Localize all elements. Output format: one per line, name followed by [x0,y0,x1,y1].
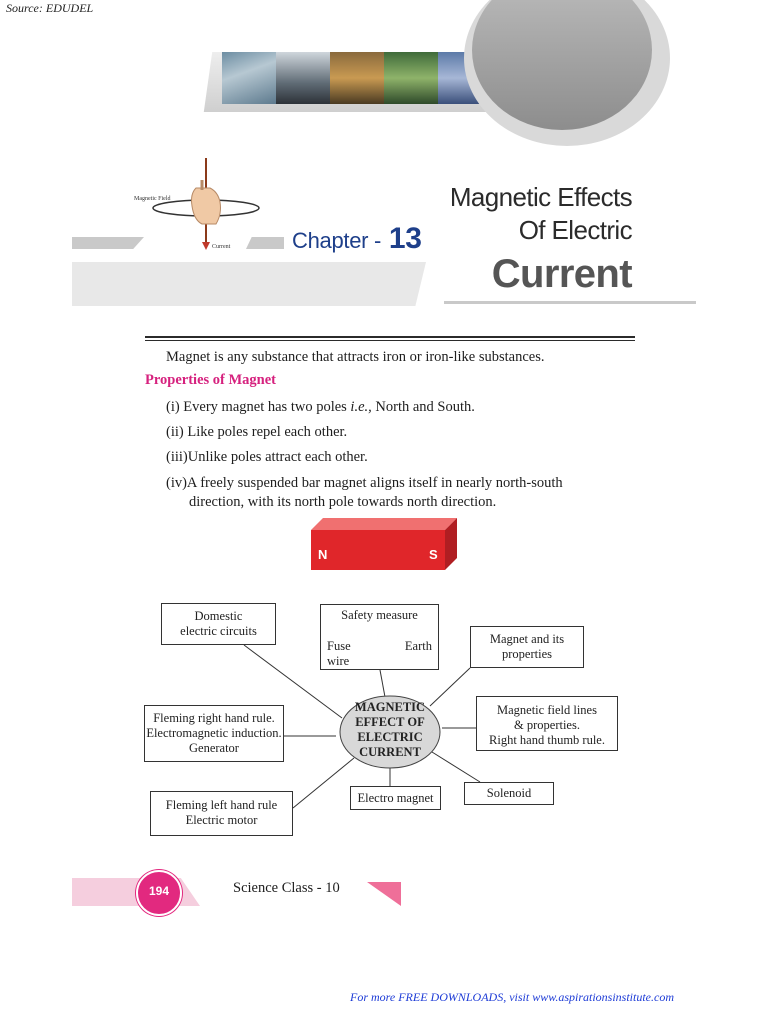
intro-paragraph: Magnet is any substance that attracts iron or iron-like substances. [166,349,545,365]
node-safety-measure [320,604,439,670]
property-4: (iv)A freely suspended bar magnet aligns itself in nearly north-south [166,475,563,491]
field-line-2: & properties. [514,718,580,732]
fleming-right-line-2: Electromagnetic induction. [146,726,282,740]
safety-fuse-line-2: wire [327,654,350,668]
chapter-prefix: Chapter - [292,228,382,253]
center-line-2: EFFECT OF [355,715,425,729]
property-1-end: North and South. [371,399,475,415]
chapter-title-line1: Magnetic Effects [449,182,632,212]
fleming-left-line-1: Fleming left hand rule [165,798,278,812]
property-3: (iii)Unlike poles attract each other. [166,449,368,465]
node-domestic-circuits [161,603,276,645]
magnet-props-line-1: Magnet and its [489,632,565,646]
field-line-1: Magnetic field lines [497,703,597,717]
properties-heading: Properties of Magnet [145,372,276,388]
chapter-title-line3: Current [491,252,632,296]
safety-earth: Earth [404,639,432,653]
node-fleming-left [150,791,293,836]
center-line-3: ELECTRIC [357,730,423,744]
magnet-props-line-2: properties [502,647,552,661]
fleming-right-line-1: Fleming right hand rule. [153,711,275,725]
center-node-label [340,700,440,760]
center-line-1: MAGNETIC [354,700,426,714]
domestic-line-2: electric circuits [180,624,257,638]
book-label: Science Class - 10 [233,880,340,896]
connector-safety [380,670,385,697]
property-4-continued: direction, with its north pole towards north direction. [189,494,497,510]
chapter-title-line2: Of Electric [518,215,632,245]
fleming-left-line-2: Electric motor [185,813,258,827]
safety-title: Safety measure [341,608,418,622]
node-fleming-right [144,705,284,762]
source-label: Source: EDUDEL [6,1,94,15]
chapter-number: 13 [388,222,422,255]
page-number: 194 [148,884,170,898]
node-magnet-properties [470,626,584,668]
node-solenoid: Solenoid [464,782,554,805]
current-label: Current [212,244,231,250]
domestic-line-1: Domestic [194,609,243,623]
magnetic-field-label: Magnetic Field [134,196,171,202]
magnet-south-label: S [429,547,438,562]
safety-fuse-line-1: Fuse [327,639,351,653]
center-line-4: CURRENT [359,745,421,759]
node-field-lines [476,696,618,751]
connector-fleming-left [293,758,354,808]
property-1-ie: i.e., [350,399,372,415]
downloads-link[interactable]: For more FREE DOWNLOADS, visit www.aspirationsinstitute.com [350,990,674,1004]
property-1-text: (i) Every magnet has two poles [166,399,351,415]
property-2: (ii) Like poles repel each other. [166,424,348,440]
fleming-right-line-3: Generator [189,741,239,755]
safety-fuse [327,639,351,669]
field-line-3: Right hand thumb rule. [489,733,605,747]
magnet-north-label: N [318,547,328,562]
node-electro-magnet: Electro magnet [350,786,441,810]
